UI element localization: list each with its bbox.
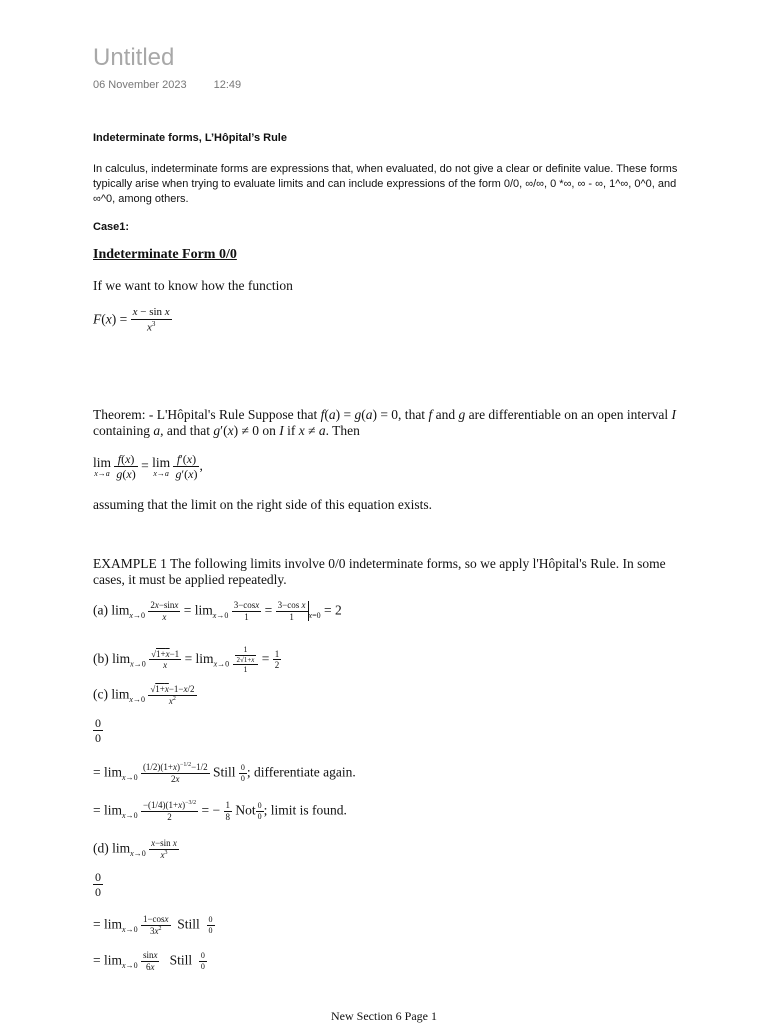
intro-paragraph: In calculus, indeterminate forms are expressions that, when evaluated, do not give a clear or definite value. These forms typically arise when trying to evaluate limits and can include expressions of the form 0/0, ∞/∞, 0 *∞, ∞ - ∞, 1^∞, 0^0, and ∞^0, among others. — [93, 163, 678, 205]
item-d-label: (d) — [93, 840, 109, 856]
item-c-label: (c) — [93, 686, 108, 702]
example-text: EXAMPLE 1 The following limits involve 0/0 indeterminate forms, so we apply l'Hôpital's Rule. In some cases, it must be applied repeatedly. — [93, 556, 666, 587]
differentiate-again: ; differentiate again. — [246, 764, 356, 780]
example-a: (a) $\lim_{x\to 0}$ $\frac{2x-\sin x}{x}$ = $\lim_{x\to 0}$ $\frac{3-\cos x}{1}$ = $\frac{\text{3−cos x}}{1}$ $_{x=0}$ = 2 — [93, 600, 342, 622]
still-label-2: Still — [177, 916, 200, 932]
example-d: (d) $\lim_{x\to 0}$ $\frac{\text{x−sin x}}{x^3}$ — [93, 838, 177, 860]
still-label-3: Still — [169, 952, 193, 968]
note-meta — [93, 79, 265, 91]
zero-over-zero-2: $\frac{0}{0}$ — [95, 870, 101, 900]
still-label-1: Still — [213, 764, 236, 780]
zero-over-zero-1: $\frac{0}{0}$ — [95, 716, 101, 746]
section-title: Indeterminate Form 0/0 — [93, 247, 237, 262]
function-definition: F(x) = $\frac{\text{x − sin x}}{x^3}$ — [93, 306, 170, 334]
not-label: Not — [235, 802, 256, 818]
example-c-step2: = $\lim_{x\to 0}$ $\frac{-(1/4)(1+x)^{-3/2}}{2}$ = − $\frac{1}{8}$ Not $\frac{0}{0}$ ; limit is found. — [93, 800, 347, 822]
content-heading: Indeterminate forms, L’Hôpital’s Rule — [93, 132, 287, 144]
theorem-text: Theorem: - L'Hôpital's Rule Suppose that f(a) = g(a) = 0, that f and g are differentiable on an open interval I containing a, and that g′(x) ≠ 0 on I if x ≠ a. Then — [93, 407, 676, 438]
assuming-text: assuming that the limit on the right side of this equation exists. — [93, 497, 432, 512]
theorem-formula: lim x→a $\frac{f(x)}{g(x)}$ = lim x→a $\frac{f'(x)}{g'(x)}$ , — [93, 452, 203, 482]
note-date: 06 November 2023 — [93, 79, 187, 91]
example-c-step1: = $\lim_{x\to 0}$ $\frac{(1/2)(1+x)^{-1/2}-1/2}{2x}$ Still $\frac{0}{0}$ ; differentiate again. — [93, 762, 356, 784]
item-a-label: (a) — [93, 602, 108, 618]
page-title[interactable]: Untitled — [93, 44, 175, 71]
note-time: 12:49 — [213, 79, 242, 91]
theorem-prefix: Theorem: - L'Hôpital's Rule Suppose that — [93, 407, 318, 422]
example-b: (b) $\lim_{x\to 0}$ $\frac{√1+x-1}{x}$ = $\lim_{x\to 0}$ $\frac{\frac{1}{2√1+x}}{1}$ = $\frac{1}{2}$ — [93, 645, 280, 674]
case-label: Case1: — [93, 221, 130, 233]
page-footer: New Section 6 Page 1 — [331, 1009, 437, 1023]
example-d-step2: = $\lim_{x\to 0}$ $\frac{\sin x}{6x}$ Still $\frac{0}{0}$ — [93, 950, 205, 972]
function-intro: If we want to know how the function — [93, 278, 293, 293]
item-b-label: (b) — [93, 650, 109, 666]
example-c: (c) $\lim_{x\to 0}$ $\frac{√1+x-1-x/2}{x^2}$ — [93, 684, 195, 706]
limit-found: ; limit is found. — [263, 802, 347, 818]
example-d-step1: = $\lim_{x\to 0}$ $\frac{1-\cos x}{3x^2}$ Still $\frac{0}{0}$ — [93, 914, 213, 936]
